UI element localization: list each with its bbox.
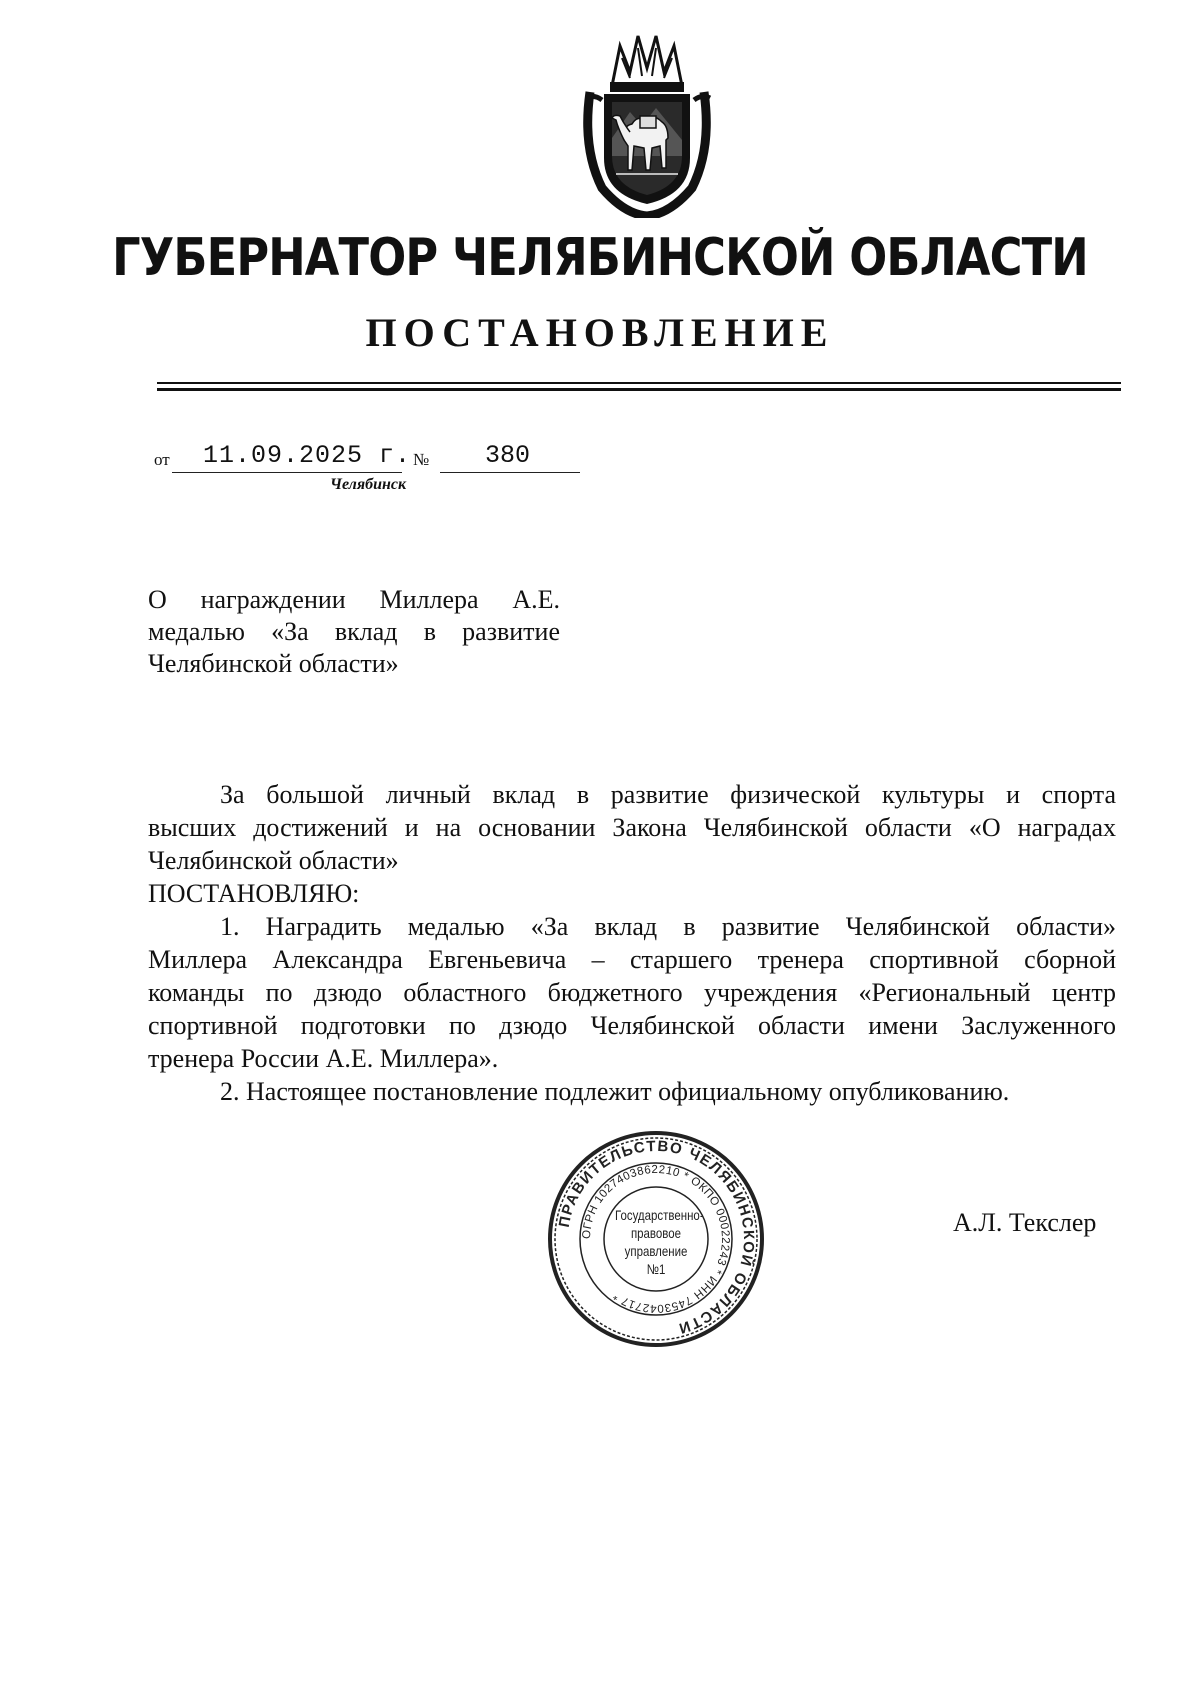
number-underline <box>440 472 580 473</box>
body-line: За большой личный вклад в развитие физической культуры и спорта <box>220 780 1116 809</box>
resolve-heading <box>148 877 1116 910</box>
stamp-center-text <box>615 1206 704 1278</box>
document-body <box>148 778 1116 1108</box>
body-line: 2. Настоящее постановление подлежит официальному опубликованию. <box>220 1077 1010 1106</box>
signer-name: А.Л. Текслер <box>953 1208 1097 1237</box>
document-type: ПОСТАНОВЛЕНИЕ <box>365 310 835 355</box>
intro-paragraph <box>148 778 1116 877</box>
document-city: Челябинск <box>330 476 407 493</box>
document-date: 11.09.2025 г. <box>203 441 412 470</box>
coat-of-arms-icon <box>572 28 722 218</box>
stamp-center-line: №1 <box>646 1261 666 1277</box>
stamp-center-line: правовое <box>630 1225 682 1241</box>
body-line: Миллера Александра Евгеньевича – старшего тренера спортивной сборной <box>148 945 1116 974</box>
item-2-paragraph <box>148 1075 1116 1108</box>
stamp-inner-text: ОГРН 1027403862210 * ОКПО 00022243 * ИНН 7453042717 * <box>580 1163 732 1315</box>
body-line: 1. Наградить медалью «За вклад в развитие Челябинской области» <box>220 912 1116 941</box>
number-label: № <box>413 450 430 469</box>
header-divider-thick <box>157 388 1121 391</box>
body-line: высших достижений и на основании Закона Челябинской области «О наградах <box>148 813 1116 842</box>
item-1-paragraph <box>148 910 1116 1075</box>
header-divider-thin <box>157 382 1121 384</box>
issuing-authority: ГУБЕРНАТОР ЧЕЛЯБИНСКОЙ ОБЛАСТИ <box>112 228 1088 288</box>
body-line: ПОСТАНОВЛЯЮ: <box>148 879 360 908</box>
subject-line: Челябинской области» <box>148 649 399 678</box>
stamp-outer-text: ПРАВИТЕЛЬСТВО ЧЕЛЯБИНСКОЙ ОБЛАСТИ <box>555 1137 758 1338</box>
body-line: команды по дзюдо областного бюджетного учреждения «Региональный центр <box>148 978 1116 1007</box>
stamp-center-line: Государственно- <box>615 1207 704 1223</box>
body-line: спортивной подготовки по дзюдо Челябинской области имени Заслуженного <box>148 1011 1116 1040</box>
document-subject <box>148 584 560 680</box>
date-underline <box>172 472 402 473</box>
body-line: тренера России А.Е. Миллера». <box>148 1044 499 1073</box>
stamp-center-line: управление <box>624 1243 688 1259</box>
subject-line: О награждении Миллера А.Е. <box>148 585 560 614</box>
document-number: 380 <box>485 441 531 470</box>
subject-line: медалью «За вклад в развитие <box>148 617 560 646</box>
body-line: Челябинской области» <box>148 846 399 875</box>
date-prefix: от <box>154 450 170 469</box>
